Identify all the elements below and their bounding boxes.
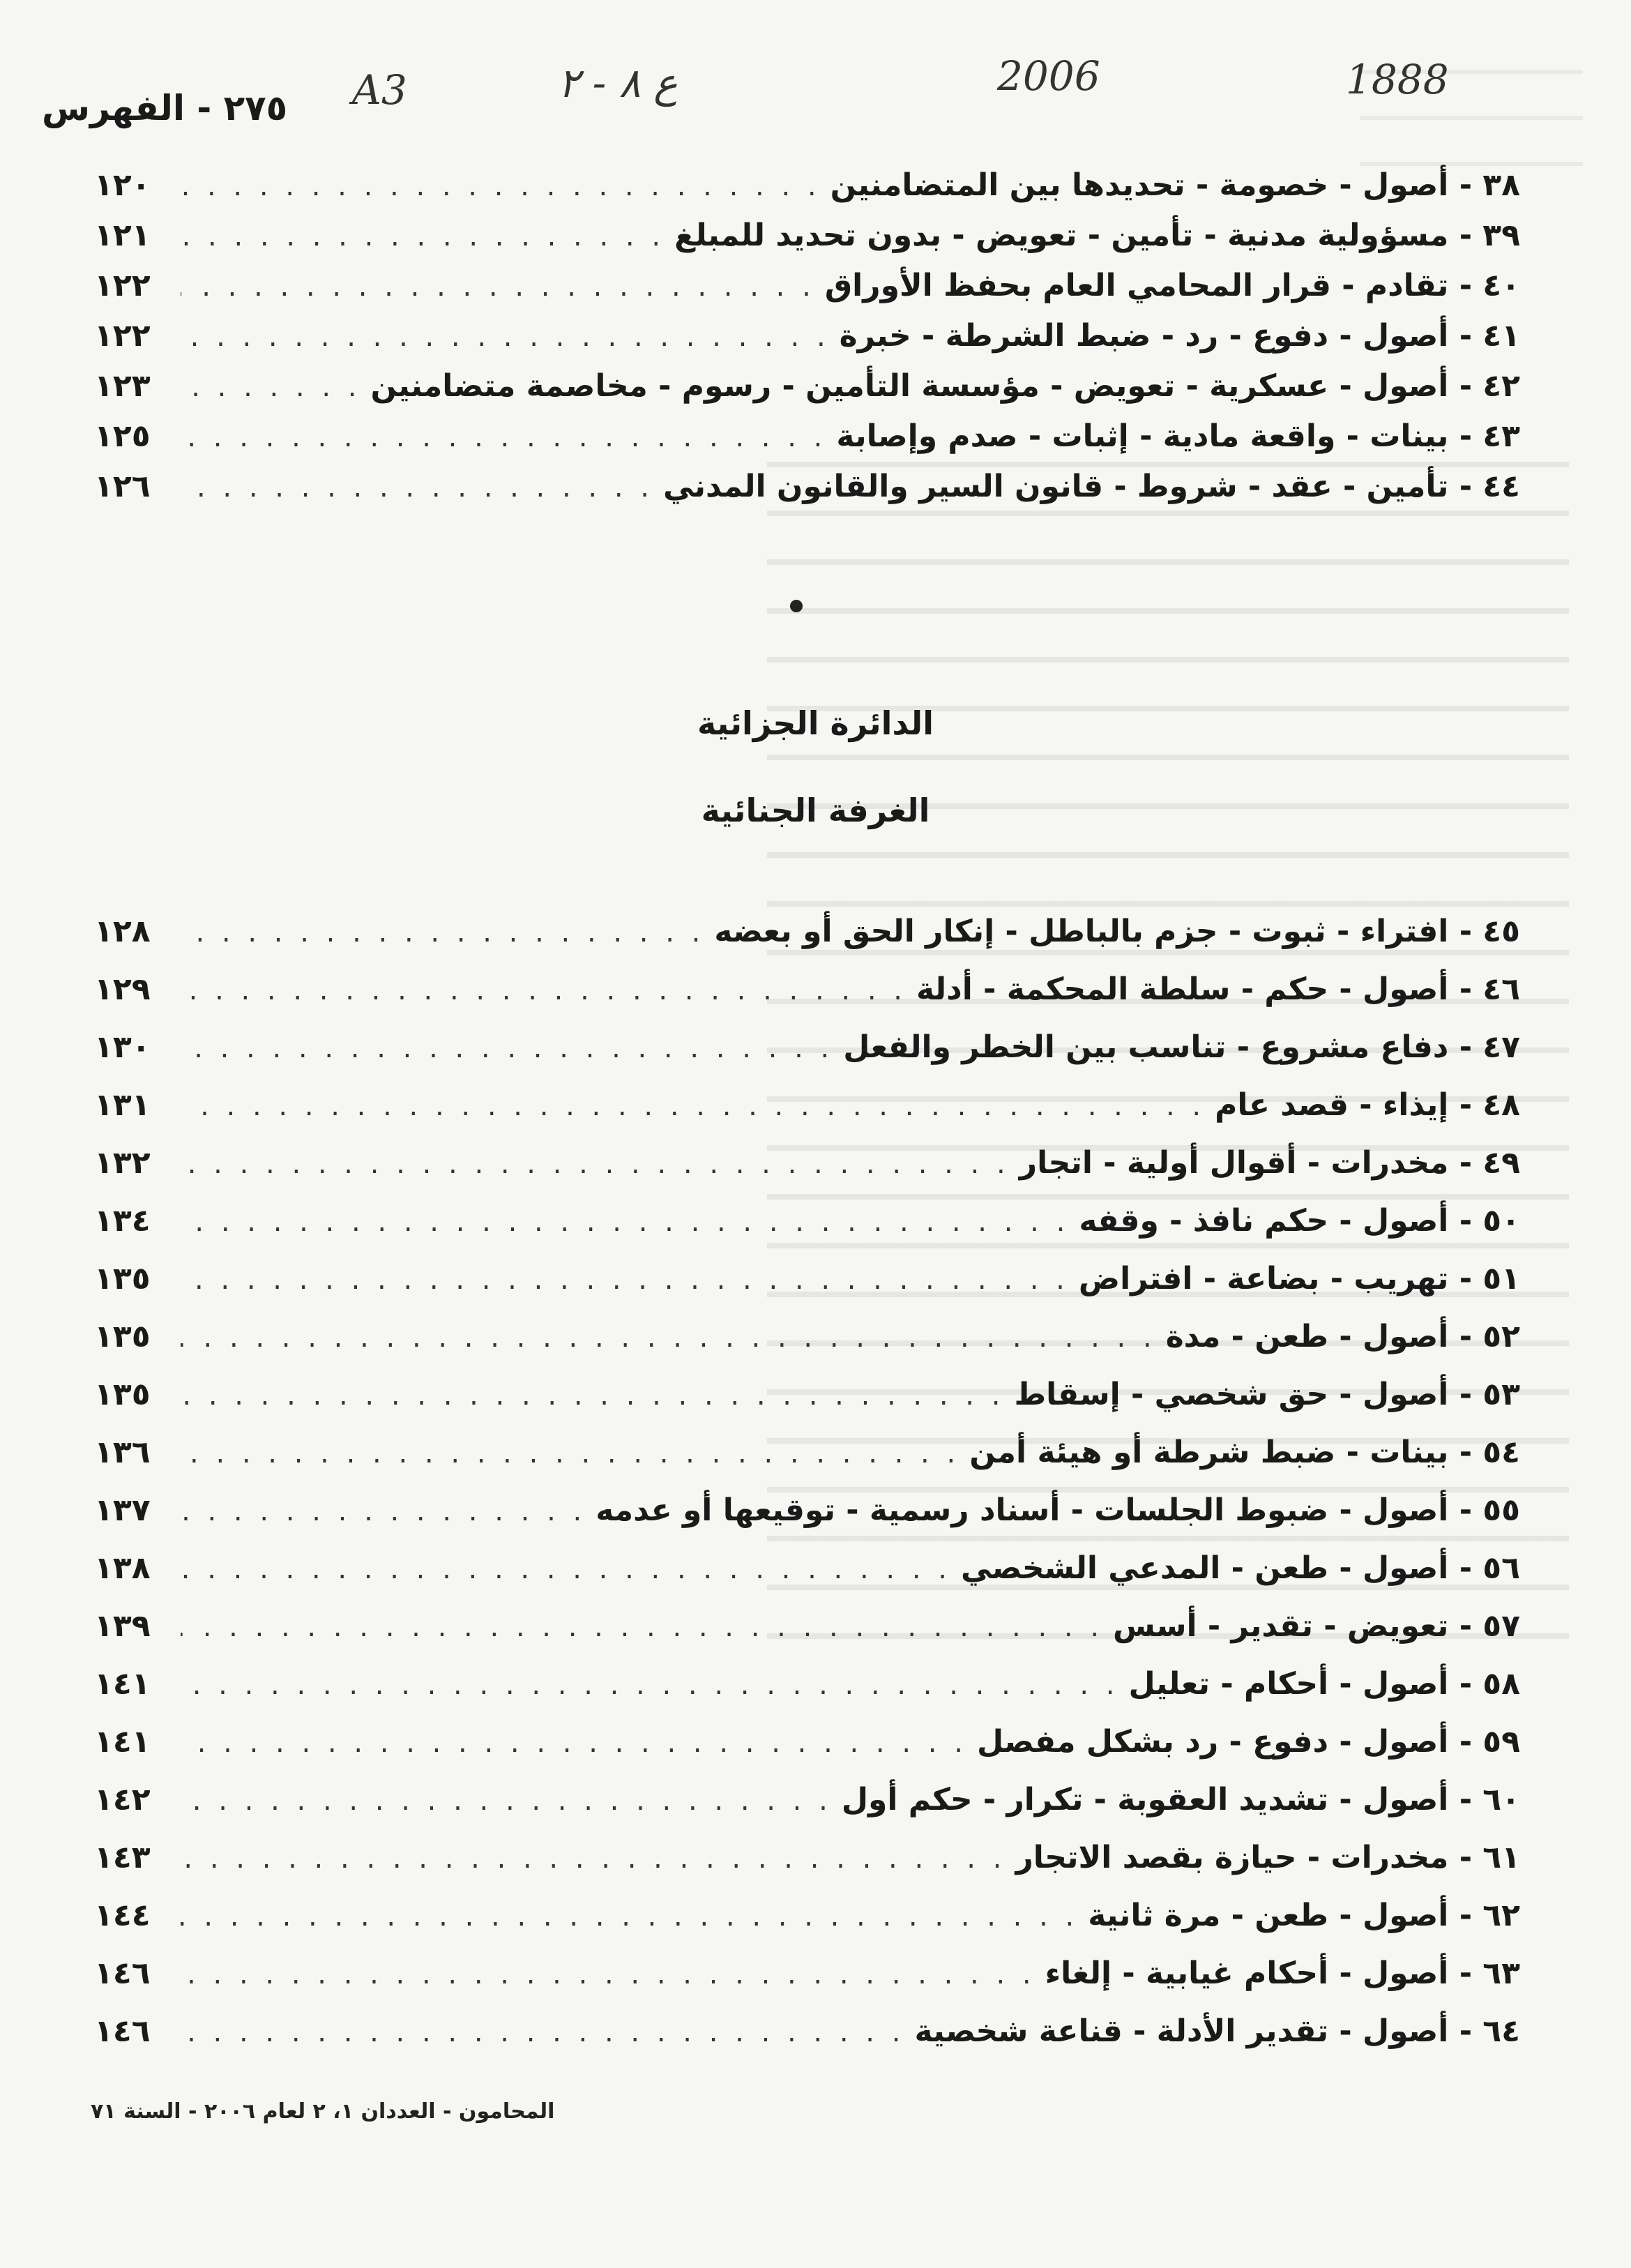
section-divider-dot: [790, 600, 803, 612]
toc-entry: [94, 1898, 1520, 1946]
toc-entry-page: ١٤١: [94, 1666, 151, 1702]
toc-entry: [94, 418, 1520, 467]
toc-entry-text: ٦٠ - أصول - تشديد العقوبة - تكرار - حكم أول: [841, 1782, 1520, 1817]
leader-dots: [181, 1669, 1119, 1701]
leader-dots: [181, 1785, 832, 1817]
toc-entry-text: ٥٧ - تعويض - تقدير - أسس: [1113, 1608, 1520, 1644]
toc-entry-page: ١٢٩: [94, 972, 151, 1007]
toc-entry-text: ٤٣ - بينات - واقعة مادية - إثبات - صدم وإصابة: [836, 418, 1520, 454]
toc-entry: [94, 1377, 1520, 1426]
toc-entry-page: ١٣٥: [94, 1377, 151, 1412]
page-header-title: ٢٧٥ - الفهرس: [42, 88, 288, 128]
toc-entry-page: ١٣١: [94, 1087, 151, 1123]
toc-entry: [94, 972, 1520, 1020]
leader-dots: [181, 1206, 1069, 1238]
leader-dots: [181, 2016, 904, 2048]
toc-entry-page: ١٣٨: [94, 1550, 151, 1586]
toc-entry: [94, 167, 1520, 216]
toc-entry-page: ١٤٦: [94, 2013, 151, 2049]
toc-entry: [94, 1840, 1520, 1889]
leader-dots: [181, 1264, 1069, 1296]
leader-dots: [181, 1148, 1010, 1180]
toc-entry-text: ٤٥ - افتراء - ثبوت - جزم بالباطل - إنكار الحق أو بعضه: [714, 914, 1520, 949]
leader-dots: [181, 1495, 586, 1527]
leader-dots: [181, 321, 830, 353]
toc-entry-text: ٥٨ - أصول - أحكام - تعليل: [1128, 1666, 1520, 1702]
toc-entry: [94, 2013, 1520, 2062]
toc-entry-text: ٥٤ - بينات - ضبط شرطة أو هيئة أمن: [969, 1435, 1520, 1470]
toc-entry-text: ٤١ - أصول - دفوع - رد - ضبط الشرطة - خبرة: [839, 318, 1520, 354]
toc-entry-page: ١٣٩: [94, 1608, 151, 1644]
toc-entry-text: ٣٨ - أصول - خصومة - تحديدها بين المتضامنين: [830, 167, 1520, 203]
toc-entry-text: ٤٤ - تأمين - عقد - شروط - قانون السير والقانون المدني: [663, 469, 1520, 504]
toc-entry-text: ٦١ - مخدرات - حيازة بقصد الاتجار: [1015, 1840, 1520, 1875]
leader-dots: [181, 1437, 959, 1469]
toc-entry: [94, 368, 1520, 417]
leader-dots: [181, 1553, 951, 1585]
toc-entry-page: ١٤٣: [94, 1840, 151, 1875]
toc-entry-text: ٣٩ - مسؤولية مدنية - تأمين - تعويض - بدون تحديد للمبلغ: [674, 218, 1520, 253]
leader-dots: [181, 1611, 1103, 1643]
toc-entry-text: ٤٨ - إيذاء - قصد عام: [1215, 1087, 1520, 1123]
section-heading: الدائرة الجزائية: [697, 704, 934, 742]
toc-entry-page: ١٢٣: [94, 368, 151, 404]
toc-entry-text: ٥٦ - أصول - طعن - المدعي الشخصي: [960, 1550, 1520, 1586]
toc-entry-text: ٥٣ - أصول - حق شخصي - إسقاط: [1014, 1377, 1520, 1412]
toc-entry: [94, 1724, 1520, 1773]
toc-entry-page: ١٣٠: [94, 1029, 151, 1065]
toc-entry-page: ١٣٢: [94, 1145, 151, 1181]
toc-entry-page: ١٢٢: [94, 318, 151, 354]
toc-entry-page: ١٢٨: [94, 914, 151, 949]
toc-entry-text: ٤٠ - تقادم - قرار المحامي العام بحفظ الأوراق: [824, 268, 1520, 303]
leader-dots: [181, 1727, 967, 1759]
toc-entry: [94, 268, 1520, 317]
toc-entry-text: ٤٧ - دفاع مشروع - تناسب بين الخطر والفعل: [843, 1029, 1520, 1065]
toc-entry-page: ١٢٠: [94, 167, 151, 203]
toc-entry-page: ١٢٢: [94, 268, 151, 303]
toc-entry-text: ٥١ - تهريب - بضاعة - افتراض: [1078, 1261, 1520, 1296]
handwritten-note: 1888: [1346, 56, 1449, 103]
toc-entry-page: ١٤٦: [94, 1956, 151, 1991]
leader-dots: [181, 170, 821, 202]
handwritten-note: 2006: [997, 52, 1100, 100]
leader-dots: [181, 1322, 1156, 1354]
toc-entry-page: ١٣٦: [94, 1435, 151, 1470]
toc-entry-text: ٥٥ - أصول - ضبوط الجلسات - أسناد رسمية - توقيعها أو عدمه: [595, 1492, 1520, 1528]
toc-entry: [94, 1782, 1520, 1831]
toc-entry-text: ٤٢ - أصول - عسكرية - تعويض - مؤسسة التأمين - رسوم - مخاصمة متضامنين: [370, 368, 1520, 404]
toc-entry-page: ١٣٧: [94, 1492, 151, 1528]
toc-entry: [94, 1319, 1520, 1368]
toc-entry-page: ١٤١: [94, 1724, 151, 1760]
leader-dots: [181, 1843, 1006, 1875]
toc-entry-page: ١٣٥: [94, 1261, 151, 1296]
leader-dots: [181, 974, 906, 1006]
handwritten-note: A3: [352, 66, 407, 114]
toc-entry: [94, 469, 1520, 517]
toc-entry: [94, 1550, 1520, 1599]
leader-dots: [181, 1090, 1205, 1122]
toc-entry: [94, 1956, 1520, 2004]
toc-entry: [94, 914, 1520, 962]
toc-entry-page: ١٢٥: [94, 418, 151, 454]
toc-entry: [94, 1203, 1520, 1252]
toc-entry-page: ١٢١: [94, 218, 151, 253]
toc-entry: [94, 1492, 1520, 1541]
toc-entry: [94, 218, 1520, 266]
toc-entry: [94, 1435, 1520, 1483]
page-footer: المحامون - العددان ١، ٢ لعام ٢٠٠٦ - السنة ٧١: [91, 2099, 555, 2124]
toc-entry: [94, 318, 1520, 367]
toc-entry: [94, 1666, 1520, 1715]
toc-entry-text: ٦٣ - أصول - أحكام غيابية - إلغاء: [1045, 1956, 1520, 1991]
toc-entry-text: ٥٩ - أصول - دفوع - رد بشكل مفصل: [976, 1724, 1520, 1760]
toc-entry: [94, 1608, 1520, 1657]
toc-entry-text: ٥٢ - أصول - طعن - مدة: [1165, 1319, 1520, 1354]
toc-entry-text: ٤٩ - مخدرات - أقوال أولية - اتجار: [1019, 1145, 1520, 1181]
leader-dots: [181, 271, 815, 303]
toc-entry: [94, 1029, 1520, 1078]
leader-dots: [181, 1958, 1036, 1990]
handwritten-note: ع ٨ - ٢: [558, 59, 678, 107]
leader-dots: [181, 916, 704, 948]
toc-entry-text: ٥٠ - أصول - حكم نافذ - وقفه: [1079, 1203, 1520, 1239]
leader-dots: [181, 1900, 1078, 1933]
toc-entry-page: ١٢٦: [94, 469, 151, 504]
toc-entry: [94, 1261, 1520, 1310]
toc-entry: [94, 1087, 1520, 1136]
leader-dots: [181, 371, 361, 403]
toc-entry-page: ١٣٤: [94, 1203, 151, 1239]
toc-entry-page: ١٣٥: [94, 1319, 151, 1354]
leader-dots: [181, 220, 665, 252]
leader-dots: [181, 1379, 1004, 1412]
toc-entry-page: ١٤٢: [94, 1782, 151, 1817]
toc-entry: [94, 1145, 1520, 1194]
leader-dots: [181, 421, 826, 453]
leader-dots: [181, 471, 653, 504]
toc-entry-text: ٤٦ - أصول - حكم - سلطة المحكمة - أدلة: [916, 972, 1520, 1007]
toc-entry-page: ١٤٤: [94, 1898, 151, 1933]
section-heading: الغرفة الجنائية: [701, 792, 930, 829]
leader-dots: [181, 1032, 833, 1064]
toc-entry-text: ٦٤ - أصول - تقدير الأدلة - قناعة شخصية: [914, 2013, 1520, 2049]
toc-entry-text: ٦٢ - أصول - طعن - مرة ثانية: [1088, 1898, 1520, 1933]
